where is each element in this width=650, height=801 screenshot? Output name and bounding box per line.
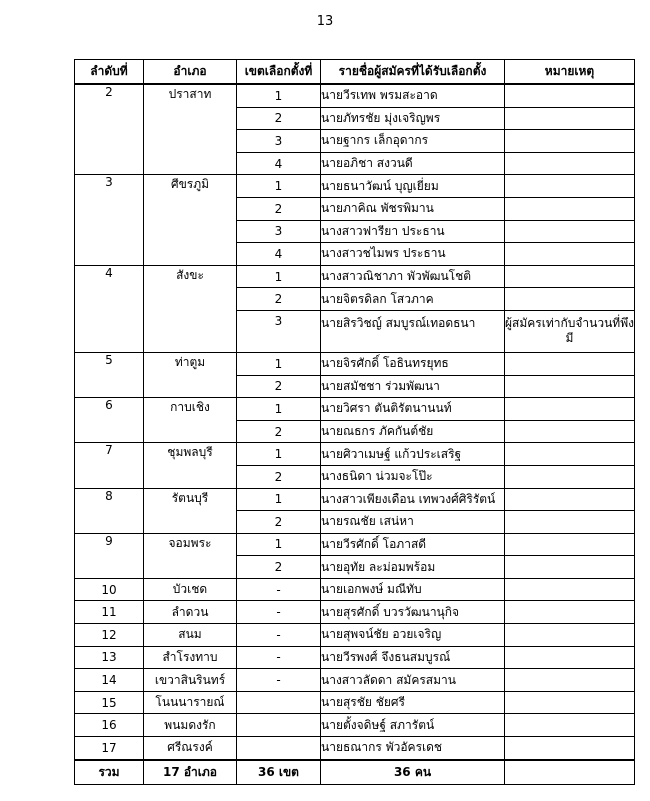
row-note [505, 130, 635, 153]
row-order: 14 [75, 669, 144, 692]
row-zone: 3 [237, 220, 321, 243]
row-zone: 2 [237, 556, 321, 579]
table-row [75, 175, 635, 198]
header-order: ลำดับที่ [75, 60, 144, 85]
header-candidate: รายชื่อผู้สมัครที่ได้รับเลือกตั้ง [321, 60, 505, 85]
row-order: 17 [75, 737, 144, 760]
header-zone: เขตเลือกตั้งที่ [237, 60, 321, 85]
row-note [505, 578, 635, 601]
row-candidate: นายสมัชชา ร่วมพัฒนา [321, 375, 505, 398]
total-note [505, 760, 635, 785]
row-zone: 1 [237, 488, 321, 511]
row-note [505, 646, 635, 669]
table-row [75, 533, 635, 556]
row-candidate: นายธณากร พัวอัครเดช [321, 737, 505, 760]
total-row [75, 760, 635, 785]
row-zone: 3 [237, 130, 321, 153]
row-note [505, 152, 635, 175]
row-note [505, 265, 635, 288]
row-note [505, 737, 635, 760]
row-order: 3 [75, 175, 144, 265]
row-district: โนนนารายณ์ [144, 691, 237, 714]
table-row [75, 601, 635, 624]
row-note [505, 220, 635, 243]
row-zone: 2 [237, 107, 321, 130]
row-candidate: นางสาวลัดดา สมัครสมาน [321, 669, 505, 692]
table-row [75, 646, 635, 669]
row-candidate: นางสาวเพียงเดือน เทพวงศ์ศิริรัตน์ [321, 488, 505, 511]
total-label: รวม [75, 760, 144, 785]
row-note [505, 197, 635, 220]
total-people: 36 คน [321, 760, 505, 785]
row-note [505, 398, 635, 421]
row-note [505, 243, 635, 266]
table-row [75, 398, 635, 421]
row-note [505, 465, 635, 488]
row-district: จอมพระ [144, 533, 237, 578]
row-order: 6 [75, 398, 144, 443]
row-zone: 2 [237, 511, 321, 534]
row-note [505, 624, 635, 647]
row-zone: 1 [237, 352, 321, 375]
table-header-row [75, 60, 635, 85]
row-candidate: นายจิรศักดิ์ โอธินทรยุทธ [321, 352, 505, 375]
table-row [75, 624, 635, 647]
row-note [505, 175, 635, 198]
row-note [505, 443, 635, 466]
row-order: 10 [75, 578, 144, 601]
table-row [75, 714, 635, 737]
row-zone: 1 [237, 398, 321, 421]
row-zone: 4 [237, 152, 321, 175]
row-candidate: นายสุรชัย ชัยศรี [321, 691, 505, 714]
row-zone: 2 [237, 288, 321, 311]
row-zone: 1 [237, 84, 321, 107]
row-zone: 4 [237, 243, 321, 266]
row-note [505, 714, 635, 737]
table-row [75, 737, 635, 760]
row-district: สังขะ [144, 265, 237, 352]
row-note [505, 533, 635, 556]
row-district: สำโรงทาบ [144, 646, 237, 669]
row-candidate: นายฐากร เล็กอุดากร [321, 130, 505, 153]
row-zone [237, 714, 321, 737]
row-order: 4 [75, 265, 144, 352]
row-order: 15 [75, 691, 144, 714]
row-order: 13 [75, 646, 144, 669]
row-candidate: นายเอกพงษ์ มณีทับ [321, 578, 505, 601]
row-district: ศรีณรงค์ [144, 737, 237, 760]
row-candidate: นายวีรเทพ พรมสะอาด [321, 84, 505, 107]
row-order: 11 [75, 601, 144, 624]
row-candidate: นางสาวณิชาภา พัวพัฒนโชติ [321, 265, 505, 288]
row-candidate: นางสาวชไมพร ประธาน [321, 243, 505, 266]
row-order: 5 [75, 352, 144, 397]
row-note [505, 669, 635, 692]
row-candidate: นายณธกร ภัคกันต์ชัย [321, 420, 505, 443]
table-row [75, 443, 635, 466]
header-district: อำเภอ [144, 60, 237, 85]
row-candidate: นายวีรศักดิ์ โอภาสดี [321, 533, 505, 556]
row-zone: 1 [237, 443, 321, 466]
row-candidate: นายวีรพงศ์ จึงธนสมบูรณ์ [321, 646, 505, 669]
row-note [505, 84, 635, 107]
row-zone: 2 [237, 465, 321, 488]
row-district: ลำดวน [144, 601, 237, 624]
row-district: เขวาสินรินทร์ [144, 669, 237, 692]
row-candidate: นายตั้งจดิษฐ์ สภารัตน์ [321, 714, 505, 737]
row-note [505, 556, 635, 579]
row-order: 16 [75, 714, 144, 737]
row-zone: - [237, 646, 321, 669]
row-zone: - [237, 601, 321, 624]
row-zone [237, 691, 321, 714]
row-note [505, 107, 635, 130]
total-districts: 17 อำเภอ [144, 760, 237, 785]
row-candidate: นายอุทัย ละม่อมพร้อม [321, 556, 505, 579]
row-district: รัตนบุรี [144, 488, 237, 533]
row-zone: 1 [237, 265, 321, 288]
table-row [75, 84, 635, 107]
row-note [505, 488, 635, 511]
row-zone: 2 [237, 197, 321, 220]
row-candidate: นายสุพจน์ชัย อวยเจริญ [321, 624, 505, 647]
row-candidate: นายภัทรชัย มุ่งเจริญพร [321, 107, 505, 130]
row-note [505, 352, 635, 375]
row-district: พนมดงรัก [144, 714, 237, 737]
row-zone [237, 737, 321, 760]
row-district: ชุมพลบุรี [144, 443, 237, 488]
row-zone: - [237, 624, 321, 647]
row-district: กาบเชิง [144, 398, 237, 443]
row-candidate: นายภาคิณ พัชรพิมาน [321, 197, 505, 220]
row-district: ปราสาท [144, 84, 237, 175]
row-district: บัวเชด [144, 578, 237, 601]
row-zone: 2 [237, 420, 321, 443]
row-district: ศีขรภูมิ [144, 175, 237, 265]
row-zone: - [237, 669, 321, 692]
row-candidate: นางธนิดา น่วมจะโป๊ะ [321, 465, 505, 488]
page-number: 13 [316, 14, 334, 29]
row-note [505, 288, 635, 311]
row-candidate: นายสิรวิชญ์ สมบูรณ์เทอดธนา [321, 310, 505, 352]
row-note: ผู้สมัครเท่ากับจำนวนที่พึงมี [505, 310, 635, 352]
row-candidate: นายวิศรา ตันติรัตนานนท์ [321, 398, 505, 421]
row-candidate: นายสุรศักดิ์ บวรวัฒนานุกิจ [321, 601, 505, 624]
row-district: สนม [144, 624, 237, 647]
row-candidate: นายธนาวัฒน์ บุญเยี่ยม [321, 175, 505, 198]
row-candidate: นายจิตรดิลก โสวภาค [321, 288, 505, 311]
row-candidate: นางสาวฟารียา ประธาน [321, 220, 505, 243]
table-row [75, 578, 635, 601]
row-candidate: นายรณชัย เสน่หา [321, 511, 505, 534]
row-order: 9 [75, 533, 144, 578]
table-row [75, 691, 635, 714]
row-zone: - [237, 578, 321, 601]
row-district: ท่าตูม [144, 352, 237, 397]
row-candidate: นายอภิชา สงวนดี [321, 152, 505, 175]
row-order: 8 [75, 488, 144, 533]
row-zone: 1 [237, 533, 321, 556]
header-note: หมายเหตุ [505, 60, 635, 85]
row-note [505, 420, 635, 443]
row-zone: 3 [237, 310, 321, 352]
table-row [75, 488, 635, 511]
row-order: 7 [75, 443, 144, 488]
row-note [505, 691, 635, 714]
row-order: 12 [75, 624, 144, 647]
row-zone: 2 [237, 375, 321, 398]
total-zones: 36 เขต [237, 760, 321, 785]
row-note [505, 511, 635, 534]
row-candidate: นายศิวาเมษฐ์ แก้วประเสริฐ [321, 443, 505, 466]
row-note [505, 375, 635, 398]
row-zone: 1 [237, 175, 321, 198]
table-row [75, 669, 635, 692]
table-row [75, 352, 635, 375]
row-order: 2 [75, 84, 144, 175]
row-note [505, 601, 635, 624]
table-row [75, 265, 635, 288]
election-results-table [74, 59, 635, 785]
